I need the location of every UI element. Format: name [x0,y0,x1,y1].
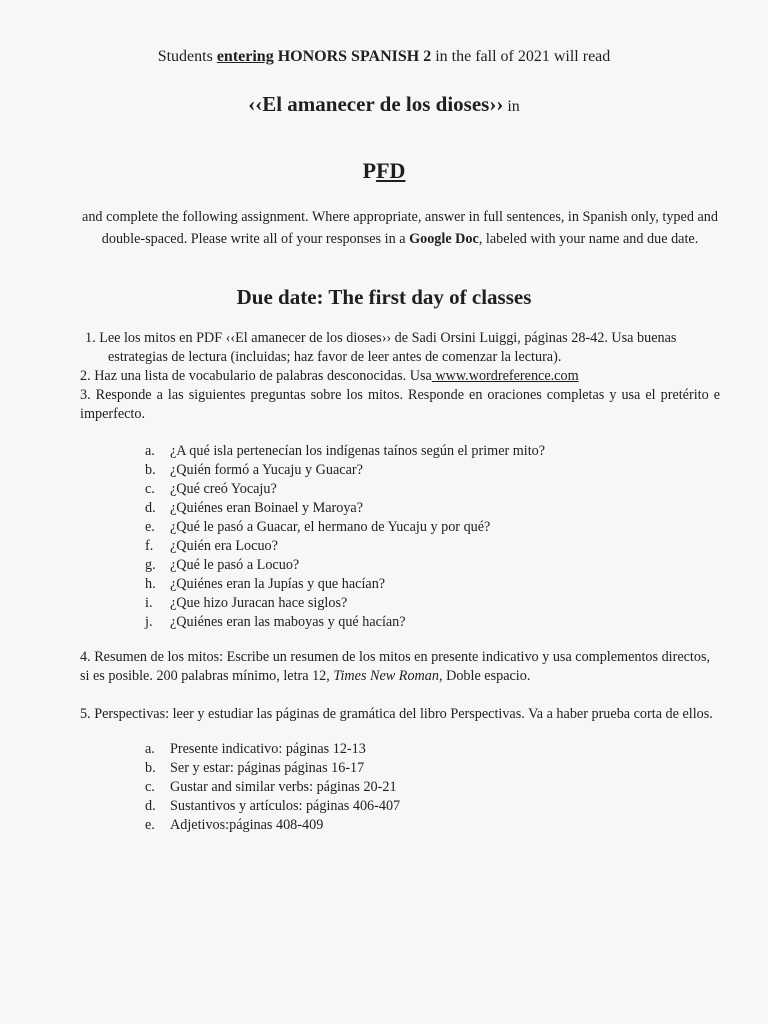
instructions-google-doc: Google Doc [409,231,479,247]
pfd-heading [0,158,768,184]
book-title-line [0,92,768,117]
step-2-text: 2. Haz una lista de vocabulario de palabras desconocidas. Usa [80,368,432,384]
step-4-part1: 4. Resumen de los mitos: Escribe un resumen de los mitos en presente indicativo y usa complementos directos, si es posible. 200 palabras mínimo, letra 12, [80,649,711,684]
pfd-heading-rest: FD [376,158,406,183]
instructions-paragraph [80,206,720,250]
list-item: b. ¿Quién formó a Yucaju y Guacar? [145,462,363,478]
list-item: c. Gustar and similar verbs: páginas 20-21 [145,779,397,795]
step-5: 5. Perspectivas: leer y estudiar las páginas de gramática del libro Perspectivas. Va a haber prueba corta de ellos. [80,706,713,722]
due-date-heading: Due date: The first day of classes [236,285,532,309]
question-list [145,442,705,632]
list-item: b. Ser y estar: páginas páginas 16-17 [145,760,365,776]
instructions-part1: and complete the following assignment. Where appropriate, answer in full sentences, in Spanish only, typed and double-spaced. Please write all of your responses in a [82,209,718,247]
list-item: c. ¿Qué creó Yocaju? [145,481,277,497]
step-1-text: 1. Lee los mitos en PDF ‹‹El amanecer de los dioses›› de Sadi Orsini Luiggi, páginas 28-42. Usa buenas estrategias de lectura (incluidas; haz favor de leer antes de comenzar la lectura). [85,330,677,365]
list-item: e. Adjetivos:páginas 408-409 [145,817,324,833]
book-title-in: in [503,98,520,115]
step-3: 3. Responde a las siguientes preguntas sobre los mitos. Responde en oraciones completas y usa el pretérito e imperfecto. [80,387,720,422]
list-item: a. Presente indicativo: páginas 12-13 [145,741,366,757]
list-item: h. ¿Quiénes eran la Jupías y que hacían? [145,576,386,592]
instructions-part2: , labeled with your name and due date. [478,231,699,247]
step-1 [80,329,720,367]
list-item: j. ¿Quiénes eran las maboyas y qué hacían? [145,614,406,630]
wordreference-link[interactable]: www.wordreference.com [431,368,579,384]
intro-course: HONORS SPANISH 2 [273,48,432,65]
list-item: i. ¿Que hizo Juracan hace siglos? [145,595,348,611]
list-item: a. ¿A qué isla pertenecían los indígenas taínos según el primer mito? [145,443,546,459]
list-item: e. ¿Qué le pasó a Guacar, el hermano de Yucaju y por qué? [145,519,491,535]
intro-prefix: Students [157,48,217,65]
step-4-font-name: Times New Roman [333,668,439,684]
intro-line [0,48,768,66]
step-4-part2: , Doble espacio. [438,668,531,684]
list-item: d. Sustantivos y artículos: páginas 406-407 [145,798,401,814]
intro-suffix: in the fall of 2021 will read [431,48,611,65]
list-item: g. ¿Qué le pasó a Locuo? [145,557,300,573]
intro-entering: entering [216,48,274,65]
pfd-heading-p: P [362,158,377,183]
grammar-list [145,740,705,835]
step-2 [80,367,720,386]
list-item: d. ¿Quiénes eran Boinael y Maroya? [145,500,364,516]
step-4 [80,648,720,686]
list-item: f. ¿Quién era Locuo? [145,538,278,554]
book-title: ‹‹El amanecer de los dioses›› [248,92,504,116]
